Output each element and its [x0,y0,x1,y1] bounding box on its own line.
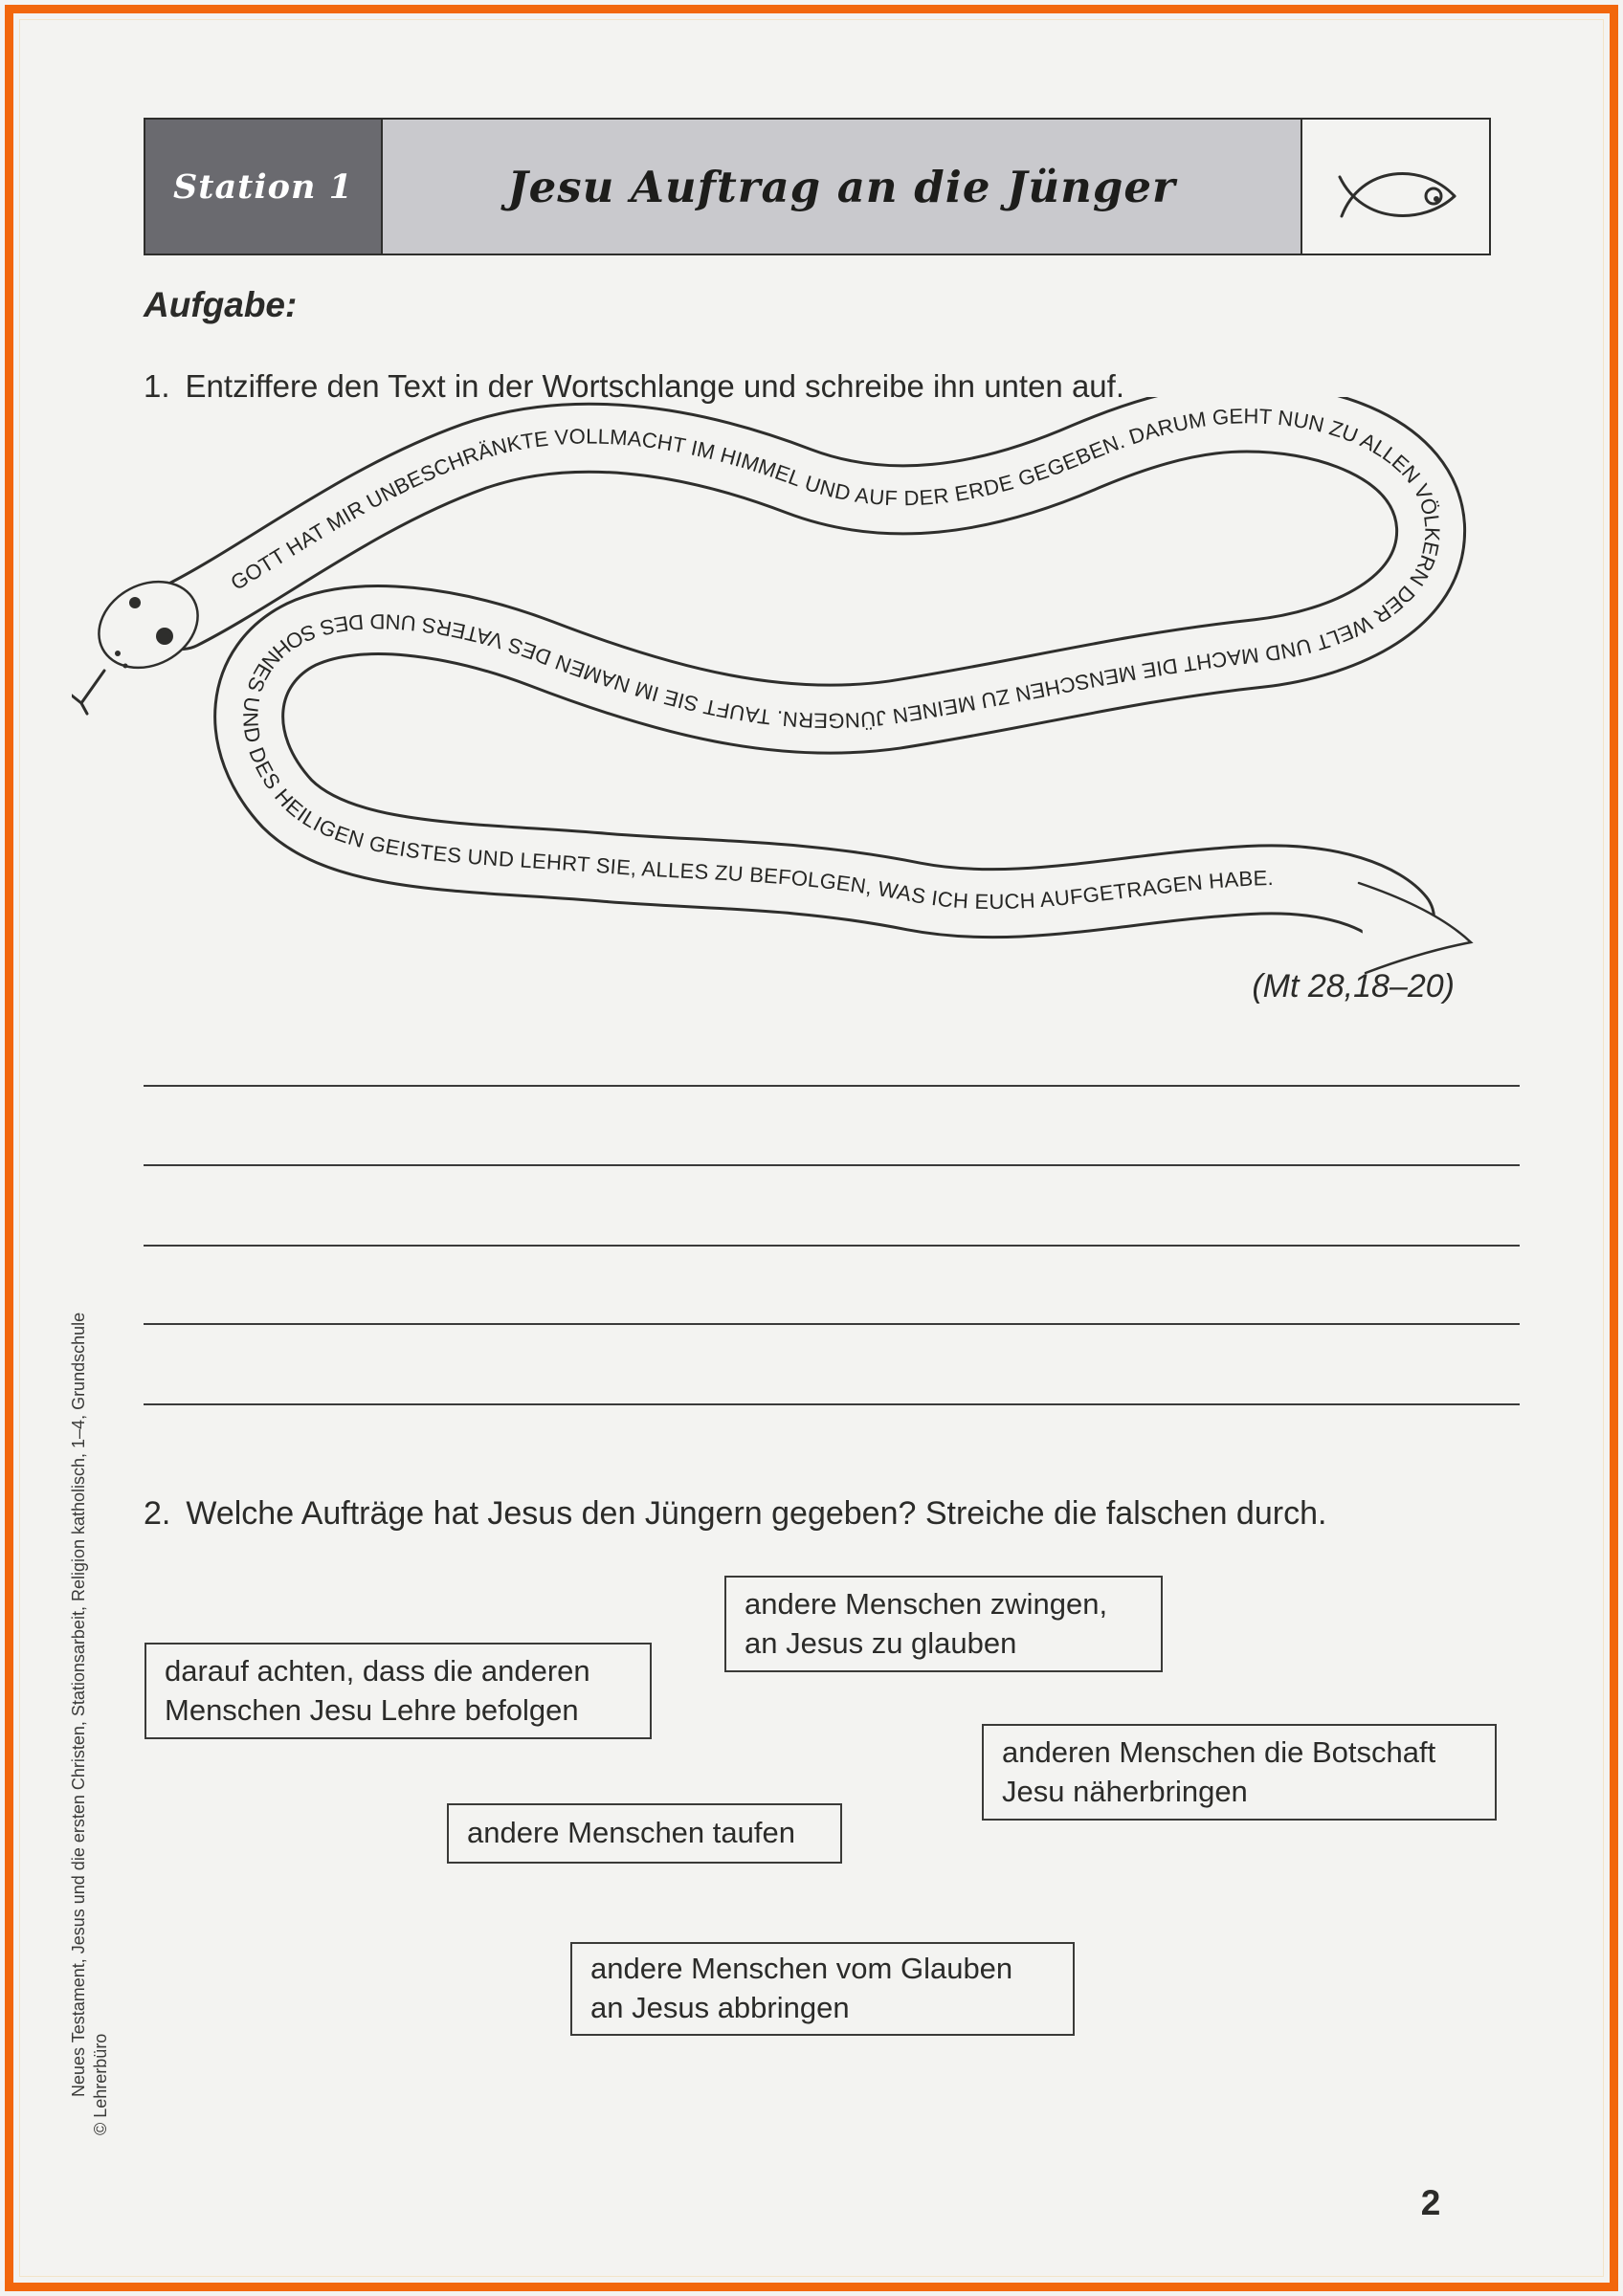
answer-box-botschaft [982,1724,1497,1821]
answer-box-line: Menschen Jesu Lehre befolgen [165,1692,579,1727]
answer-box-abbringen [570,1942,1075,2036]
answer-box-zwingen [724,1576,1163,1672]
snake-text: GOTT HAT MIR UNBESCHRÄNKTE VOLLMACHT IM HIMMEL UND AUF DER ERDE GEGEBEN. DARUM GEHT NUN ZU ALLEN VÖLKERN DER WELT UND MACHT DIE MENSCHEN ZU MEINEN JÜNGERN. TAUFT SIE IM NAMEN DES VATERS UND DES SOHNES UND DES HEILIGEN GEISTES UND LEHRT SIE, ALLES ZU BEFOLGEN, WAS ICH EUCH AUFGETRAGEN HABE. [226,404,1445,915]
writing-line [144,1164,1520,1166]
word-snake-figure [72,397,1536,1000]
writing-line [144,1403,1520,1405]
title-band [381,118,1302,255]
snake-nostril [123,664,128,669]
answer-box-line: darauf achten, dass die anderen [165,1653,590,1688]
snake-eye [129,597,141,608]
answer-box-line: Jesu näherbringen [1002,1774,1248,1808]
snake-nostril [115,651,121,656]
writing-line [144,1085,1520,1087]
answer-box-line: an Jesus abbringen [590,1991,850,2024]
answer-box-line: anderen Menschen die Botschaft [1002,1734,1436,1769]
answer-box-line: andere Menschen taufen [467,1816,795,1850]
aufgabe-heading: Aufgabe: [144,285,298,324]
answer-box-befolgen [145,1643,652,1739]
task-1-number: 1. [144,368,170,404]
task-1-text: Entziffere den Text in der Wortschlange und schreibe ihn unten auf. [185,368,1124,404]
task-2 [144,1495,1541,1533]
snake-tongue [72,671,104,714]
ichthys-fish-icon [1324,137,1468,236]
page-number: 2 [1420,2183,1441,2222]
task-2-number: 2. [144,1495,171,1532]
answer-box-taufen [447,1803,842,1864]
sidebar-copyright: © Lehrerbüro [91,2033,110,2135]
station-box [144,118,383,255]
header [144,118,1491,255]
task-2-text: Welche Aufträge hat Jesus den Jüngern gegeben? Streiche die falschen durch. [186,1495,1327,1532]
answer-box-line: andere Menschen zwingen, [745,1586,1108,1621]
writing-line [144,1323,1520,1325]
writing-line [144,1245,1520,1247]
station-label: Station 1 [173,166,353,207]
fish-box [1301,118,1491,255]
answer-box-line: an Jesus zu glauben [745,1625,1017,1660]
sidebar-credit: Neues Testament, Jesus und die ersten Christen, Stationsarbeit, Religion katholisch, 1–4, Grundschule [69,1312,88,2097]
answer-box-line: andere Menschen vom Glauben [590,1952,1013,1986]
bible-citation: (Mt 28,18–20) [1252,968,1455,1004]
snake-eye [156,628,173,645]
inner-frame-line [19,19,1604,2277]
page-title: Jesu Auftrag an die Jünger [507,161,1176,212]
